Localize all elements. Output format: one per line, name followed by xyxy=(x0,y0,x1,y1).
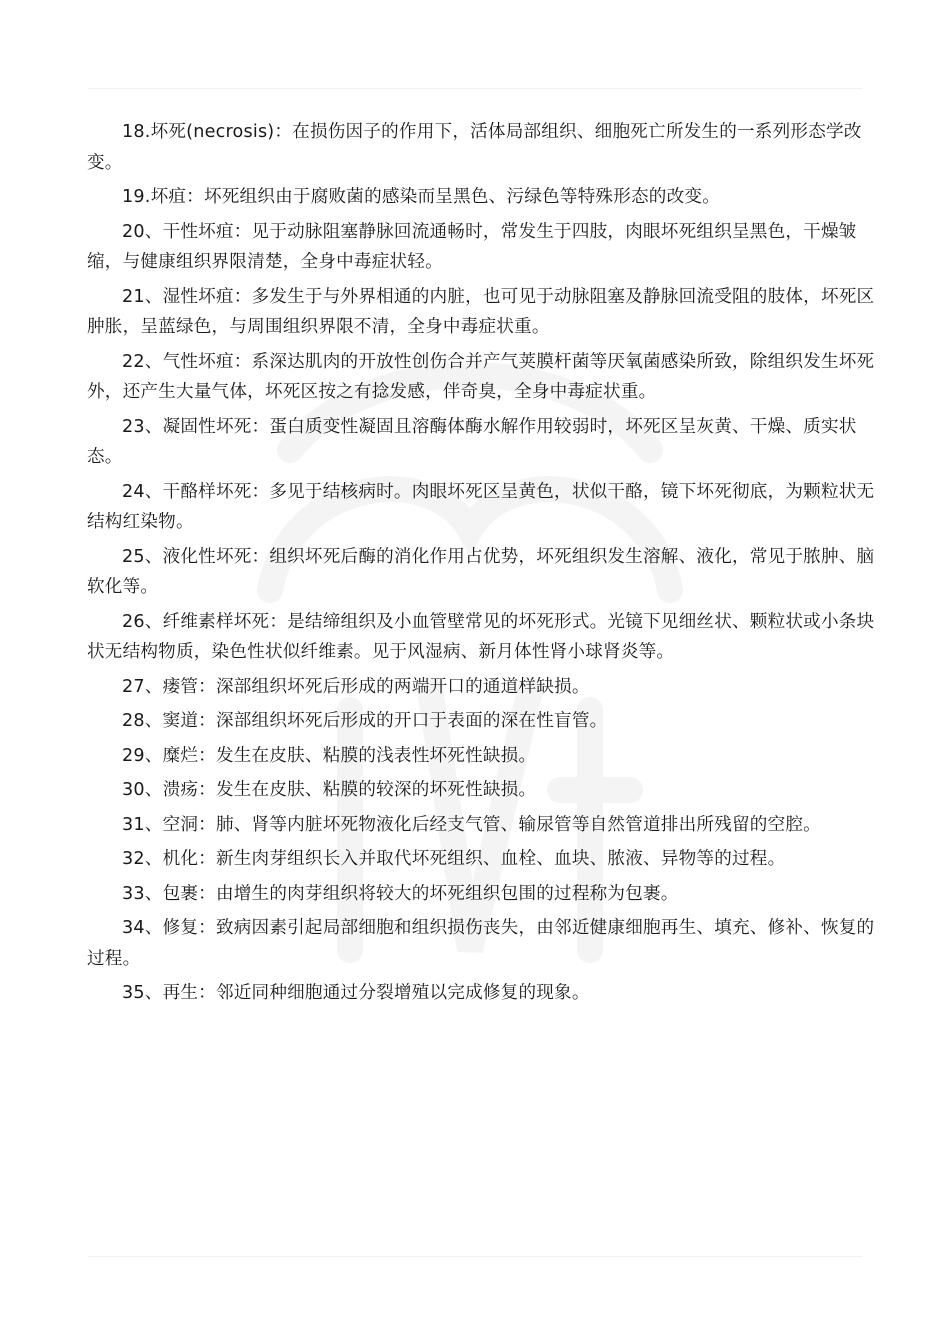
definition-paragraph: 32、机化：新生肉芽组织长入并取代坏死组织、血栓、血块、脓液、异物等的过程。 xyxy=(122,849,786,869)
definition-paragraph: 31、空洞：肺、肾等内脏坏死物液化后经支气管、输尿管等自然管道排出所残留的空腔。 xyxy=(122,814,821,835)
definition-paragraph: 23、凝固性坏死：蛋白质变性凝固且溶酶体酶水解作用较弱时，坏死区呈灰黄、干燥、质实状态。 xyxy=(87,416,857,467)
page-footer-rule xyxy=(88,1256,862,1257)
definition-paragraph: 18.坏死(necrosis)：在损伤因子的作用下，活体局部组织、细胞死亡所发生的一系列形态学改变。 xyxy=(87,122,862,173)
definition-paragraph: 29、糜烂：发生在皮肤、粘膜的浅表性坏死性缺损。 xyxy=(122,745,537,766)
definition-paragraph: 28、窦道：深部组织坏死后形成的开口于表面的深在性盲管。 xyxy=(122,711,608,731)
document-body xyxy=(87,117,877,1013)
page-header-rule xyxy=(88,88,862,89)
definition-paragraph: 27、瘘管：深部组织坏死后形成的两端开口的通道样缺损。 xyxy=(122,676,590,697)
definition-paragraph: 21、湿性坏疽：多发生于与外界相通的内脏，也可见于动脉阻塞及静脉回流受阻的肢体，坏死区肿胀，呈蓝绿色，与周围组织界限不清，全身中毒症状重。 xyxy=(87,286,875,337)
definition-paragraph: 19.坏疽：坏死组织由于腐败菌的感染而呈黑色、污绿色等特殊形态的改变。 xyxy=(122,187,720,207)
definition-paragraph: 35、再生：邻近同种细胞通过分裂增殖以完成修复的现象。 xyxy=(122,983,590,1003)
definition-paragraph: 30、溃疡：发生在皮肤、粘膜的较深的坏死性缺损。 xyxy=(122,780,537,800)
definition-paragraph: 20、干性坏疽：见于动脉阻塞静脉回流通畅时，常发生于四肢，肉眼坏死组织呈黑色，干燥皱缩，与健康组织界限清楚，全身中毒症状轻。 xyxy=(87,221,857,272)
definition-paragraph: 33、包裹：由增生的肉芽组织将较大的坏死组织包围的过程称为包裹。 xyxy=(122,883,679,904)
definition-paragraph: 34、修复：致病因素引起局部细胞和组织损伤丧失，由邻近健康细胞再生、填充、修补、恢复的过程。 xyxy=(87,918,875,969)
definition-paragraph: 22、气性坏疽：系深达肌肉的开放性创伤合并产气荚膜杆菌等厌氧菌感染所致，除组织发生坏死外，还产生大量气体，坏死区按之有捻发感，伴奇臭，全身中毒症状重。 xyxy=(87,351,875,402)
definition-paragraph: 25、液化性坏死：组织坏死后酶的消化作用占优势，坏死组织发生溶解、液化，常见于脓肿、脑软化等。 xyxy=(87,546,875,597)
definition-paragraph: 26、纤维素样坏死：是结缔组织及小血管壁常见的坏死形式。光镜下见细丝状、颗粒状或小条块状无结构物质，染色性状似纤维素。见于风湿病、新月体性肾小球肾炎等。 xyxy=(87,611,875,662)
definition-paragraph: 24、干酪样坏死：多见于结核病时。肉眼坏死区呈黄色，状似干酪，镜下坏死彻底，为颗粒状无结构红染物。 xyxy=(87,481,875,532)
